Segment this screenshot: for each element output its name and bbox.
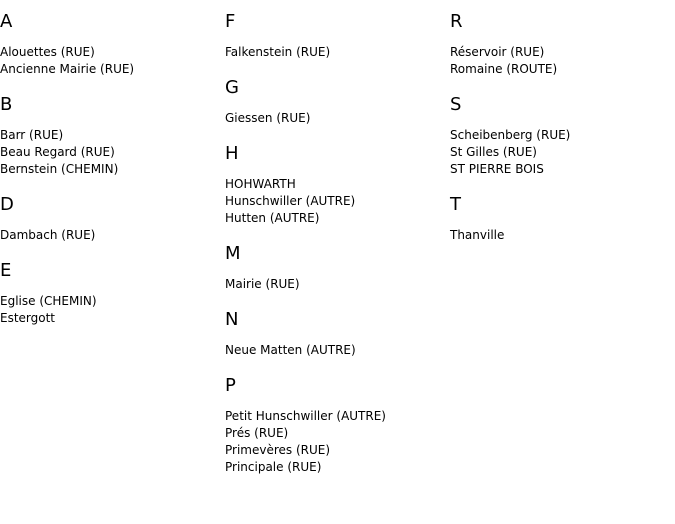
index-column — [450, 10, 675, 259]
group-letter-heading: B — [0, 94, 13, 115]
street-list — [450, 127, 675, 178]
group-letter-heading: A — [0, 11, 13, 32]
street-list — [225, 408, 450, 476]
street-item[interactable]: ST PIERRE BOIS — [450, 162, 544, 176]
street-list — [225, 342, 450, 359]
street-list — [225, 276, 450, 293]
street-item[interactable]: Alouettes (RUE) — [0, 45, 95, 59]
street-item[interactable]: Estergott — [0, 311, 56, 325]
street-item[interactable]: Mairie (RUE) — [225, 277, 300, 291]
index-column — [0, 10, 225, 342]
street-list — [225, 176, 450, 227]
street-item[interactable]: Thanville — [450, 228, 505, 242]
street-item[interactable]: Hunschwiller (AUTRE) — [225, 194, 356, 208]
letter-group-p — [225, 374, 450, 476]
letter-group-g — [225, 76, 450, 127]
letter-group-a — [0, 10, 225, 78]
group-letter-heading: S — [450, 94, 462, 115]
street-list — [0, 227, 225, 244]
group-letter-heading: F — [225, 11, 236, 32]
group-letter-heading: R — [450, 11, 463, 32]
letter-group-m — [225, 242, 450, 293]
street-item[interactable]: Romaine (ROUTE) — [450, 62, 558, 76]
street-list — [0, 293, 225, 327]
letter-group-t — [450, 193, 675, 244]
street-item[interactable]: Bernstein (CHEMIN) — [0, 162, 119, 176]
letter-group-r — [450, 10, 675, 78]
street-item[interactable]: Dambach (RUE) — [0, 228, 96, 242]
street-item[interactable]: Eglise (CHEMIN) — [0, 294, 97, 308]
street-list — [225, 44, 450, 61]
street-item[interactable]: Falkenstein (RUE) — [225, 45, 331, 59]
street-list — [450, 44, 675, 78]
letter-group-e — [0, 259, 225, 327]
letter-group-h — [225, 142, 450, 227]
street-list — [0, 127, 225, 178]
group-letter-heading: G — [225, 77, 239, 98]
street-item[interactable]: Hutten (AUTRE) — [225, 211, 320, 225]
street-item[interactable]: Prés (RUE) — [225, 426, 289, 440]
group-letter-heading: D — [0, 194, 14, 215]
street-item[interactable]: Scheibenberg (RUE) — [450, 128, 571, 142]
street-item[interactable]: Réservoir (RUE) — [450, 45, 545, 59]
street-item[interactable]: Petit Hunschwiller (AUTRE) — [225, 409, 386, 423]
group-letter-heading: E — [0, 260, 12, 281]
street-item[interactable]: Beau Regard (RUE) — [0, 145, 115, 159]
letter-group-n — [225, 308, 450, 359]
index-column — [225, 10, 450, 491]
group-letter-heading: T — [450, 194, 461, 215]
letter-group-d — [0, 193, 225, 244]
street-item[interactable]: Giessen (RUE) — [225, 111, 311, 125]
street-item[interactable]: Primevères (RUE) — [225, 443, 331, 457]
group-letter-heading: N — [225, 309, 239, 330]
street-item[interactable]: HOHWARTH — [225, 177, 296, 191]
street-item[interactable]: St Gilles (RUE) — [450, 145, 537, 159]
group-letter-heading: H — [225, 143, 239, 164]
street-item[interactable]: Neue Matten (AUTRE) — [225, 343, 356, 357]
street-item[interactable]: Barr (RUE) — [0, 128, 64, 142]
group-letter-heading: M — [225, 243, 241, 264]
letter-group-b — [0, 93, 225, 178]
letter-group-s — [450, 93, 675, 178]
street-item[interactable]: Ancienne Mairie (RUE) — [0, 62, 135, 76]
street-list — [450, 227, 675, 244]
street-list — [0, 44, 225, 78]
street-list — [225, 110, 450, 127]
street-item[interactable]: Principale (RUE) — [225, 460, 322, 474]
group-letter-heading: P — [225, 375, 236, 396]
letter-group-f — [225, 10, 450, 61]
